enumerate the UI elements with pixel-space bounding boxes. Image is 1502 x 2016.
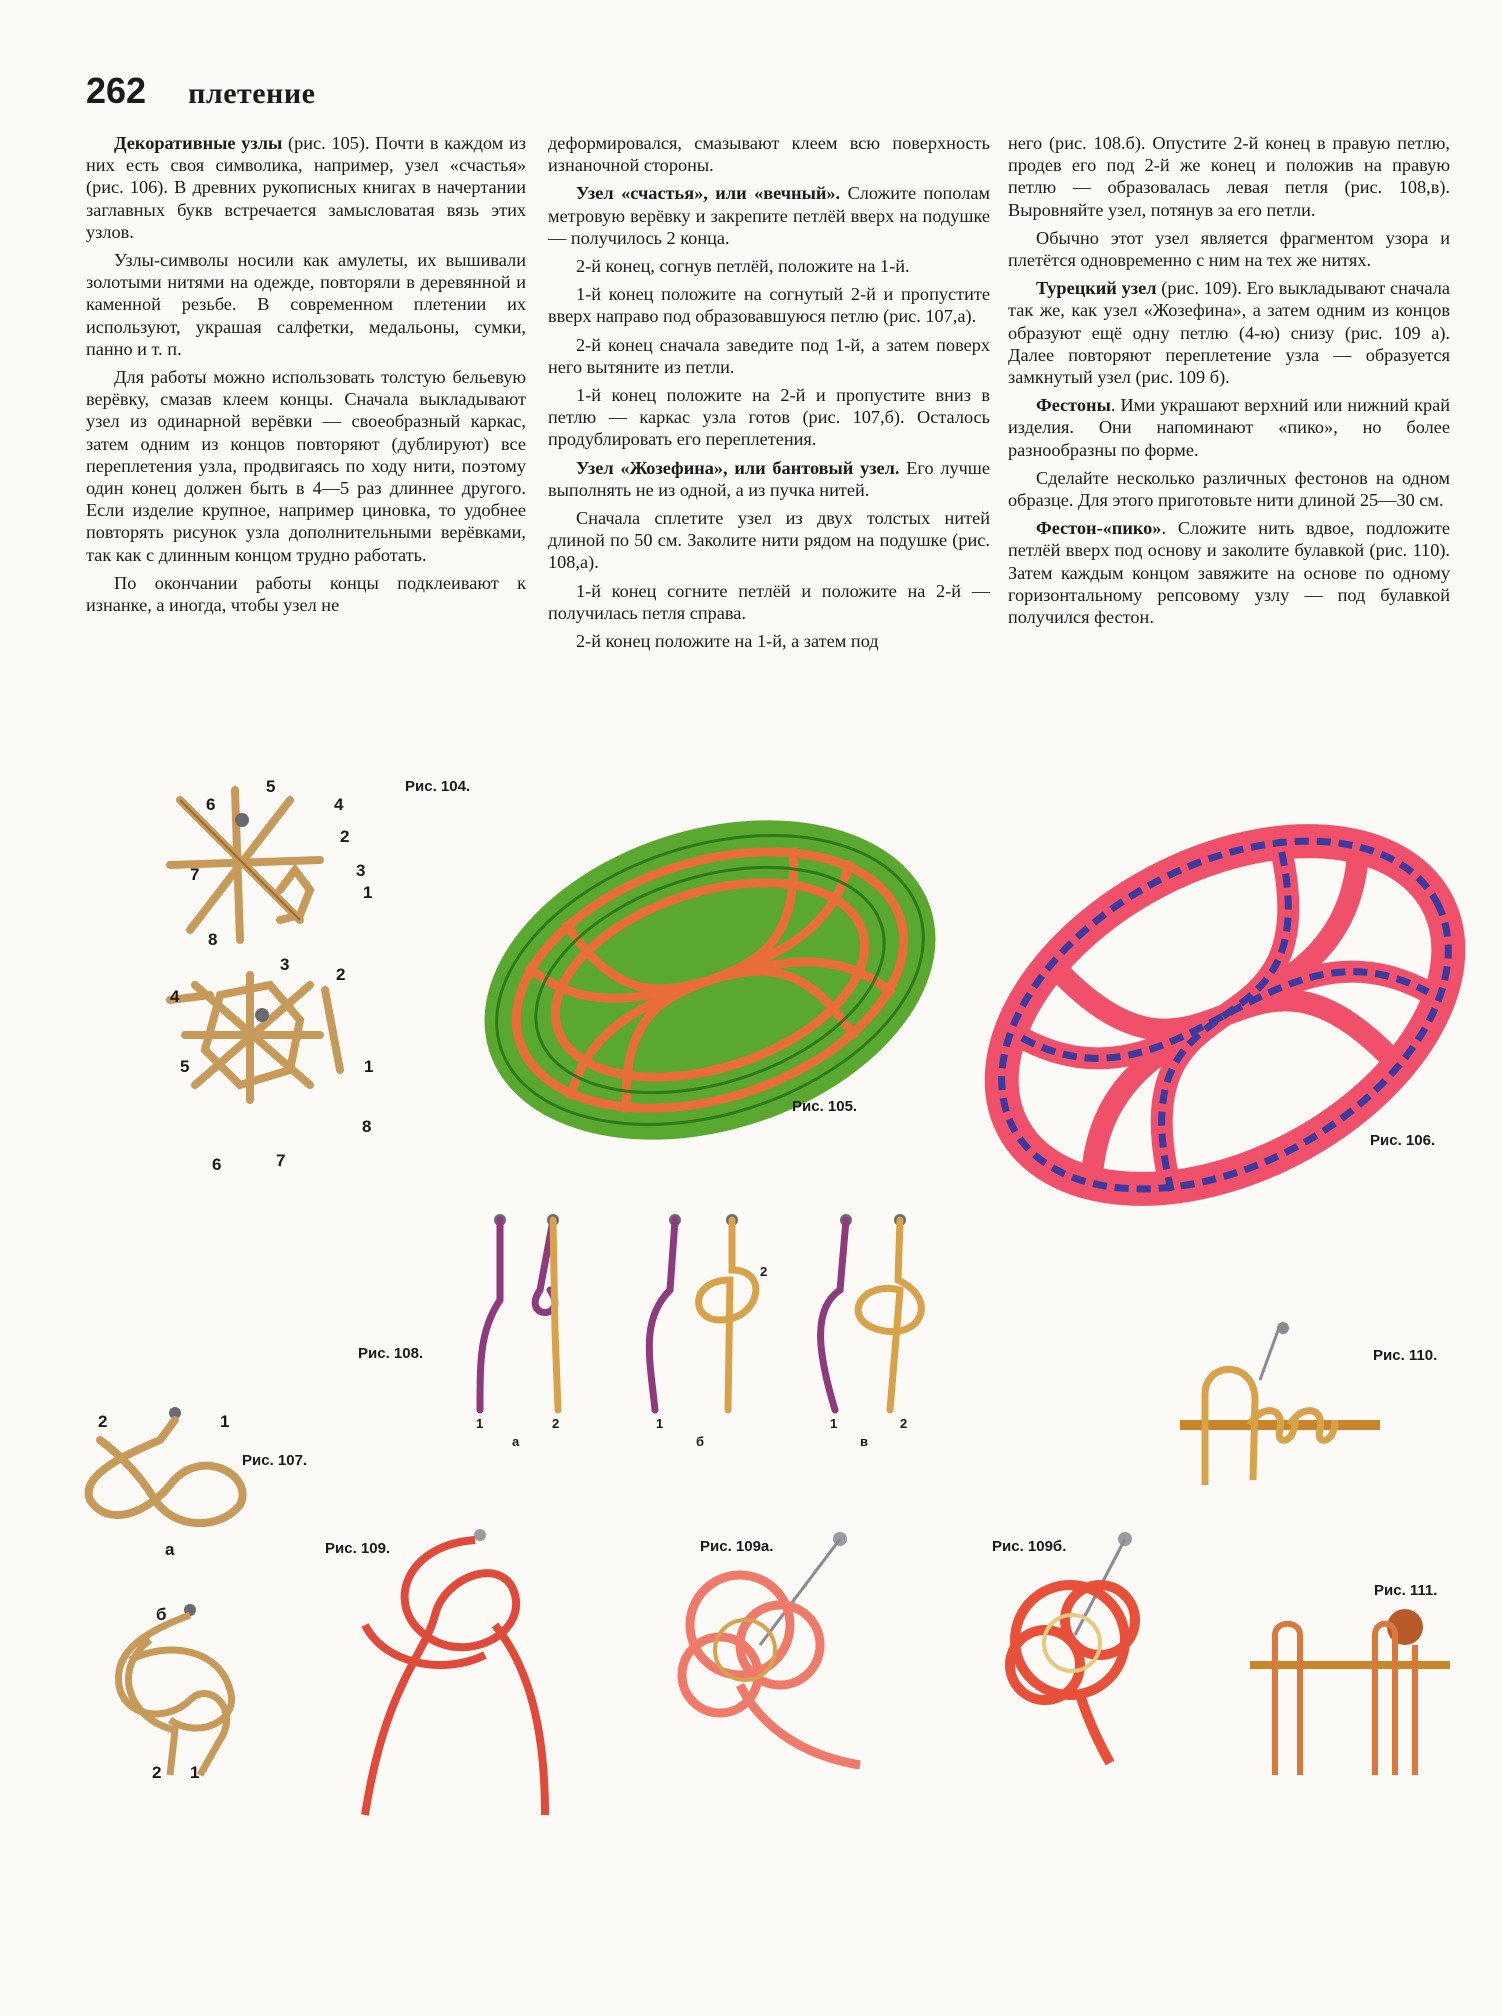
paragraph-text: деформировался, смазывают клеем всю поверхность изнаночной стороны.	[548, 133, 990, 176]
fig104-num: 3	[280, 955, 290, 974]
figure-105	[470, 790, 950, 1170]
paragraph	[548, 334, 990, 378]
paragraph-text: него (рис. 108.б). Опустите 2-й конец в правую петлю, продев его под 2-й же конец и положив на правую петлю — образовалась левая петля (рис. 108,в). Выровняйте узел, потянув за его петли.	[1008, 133, 1450, 220]
paragraph	[1008, 467, 1450, 511]
paragraph	[548, 507, 990, 574]
fig104-num: 5	[266, 780, 276, 796]
fig104-num: 1	[363, 883, 373, 902]
fig109a-caption: Рис. 109а.	[700, 1538, 774, 1555]
figure-106	[975, 790, 1475, 1240]
fig108-label: 1	[656, 1416, 664, 1431]
paragraph	[86, 132, 526, 243]
paragraph	[548, 580, 990, 624]
fig105-caption: Рис. 105.	[792, 1098, 858, 1115]
paragraph	[548, 457, 990, 501]
fig104-num: 6	[212, 1155, 222, 1174]
paragraph	[86, 249, 526, 360]
fig109-label: 1	[190, 1763, 200, 1780]
text-column-2	[548, 132, 990, 658]
fig104-num: 7	[276, 1151, 286, 1170]
paragraph-lead: Узел «Жозефина», или бантовый узел.	[576, 457, 900, 478]
paragraph-text: . Ими украшают верхний или нижний край изделия. Они напоминают «пико», но более разнообразны по форме.	[1008, 395, 1450, 460]
fig108-caption: Рис. 108.	[358, 1345, 424, 1362]
fig104-num: 3	[356, 861, 366, 880]
paragraph-text: Для работы можно использовать толстую бельевую верёвку, смазав клеем концы. Сначала выкладывают узел из одинарной верёвки — своеобразный каркас, затем одним из концов повторяют (дублируют) все переплетения узла, продвигаясь по ходу нити, поэтому один конец должен быть в 4—5 раз длиннее другого. Если изделие крупное, например циновка, то удобнее повторять рисунок узла дополнительными верёвками, так как с длинным концом трудно работать.	[86, 367, 526, 565]
paragraph	[1008, 517, 1450, 628]
fig107-caption: Рис. 107.	[242, 1452, 308, 1469]
fig108-label: 2	[760, 1264, 768, 1279]
paragraph	[86, 572, 526, 616]
fig104-num: 1	[364, 1057, 374, 1076]
fig108-label: 1	[476, 1416, 484, 1431]
paragraph-lead: Декоративные узлы	[114, 133, 283, 153]
paragraph-lead: Фестоны	[1036, 395, 1111, 416]
paragraph	[548, 283, 990, 327]
fig109-label: 2	[152, 1763, 162, 1780]
paragraph-text: (рис. 109). Его выкладывают сначала так же, как узел «Жозефина», а затем одним из концов образуют ещё одну петлю (4-ю) снизу (рис. 109 а). Далее повторяют переплетение узла — образуется замкнутый узел (рис. 109 б).	[1008, 278, 1451, 388]
fig109-caption: Рис. 109.	[325, 1540, 391, 1557]
paragraph-lead: Фестон-«пико»	[1036, 518, 1162, 539]
paragraph	[548, 630, 990, 652]
fig104-num: 8	[208, 930, 218, 949]
fig104-num: 7	[190, 865, 200, 884]
figure-109-small	[90, 1600, 260, 1780]
figure-109b	[980, 1525, 1180, 1765]
fig104-num: 2	[340, 827, 350, 846]
fig108-label: б	[696, 1434, 705, 1449]
fig104-num: 8	[362, 1117, 372, 1136]
paragraph-text: 2-й конец, согнув петлёй, положите на 1-й.	[576, 256, 910, 277]
paragraph-text: Сделайте несколько различных фестонов на одном образце. Для этого приготовьте нити длиной 25—30 см.	[1008, 467, 1450, 511]
paragraph	[548, 384, 990, 451]
fig106-caption: Рис. 106.	[1370, 1132, 1436, 1149]
fig107-label: 2	[98, 1412, 108, 1431]
fig108-label: 2	[900, 1416, 908, 1431]
paragraph-text: Обычно этот узел является фрагментом узора и плетётся одновременно с ним на тех же нитях.	[1008, 227, 1450, 271]
figure-107	[80, 1405, 260, 1565]
fig107-label: а	[165, 1540, 175, 1559]
paragraph	[86, 366, 526, 566]
fig104-caption: Рис. 104.	[405, 778, 471, 795]
page-number: 262	[86, 70, 147, 111]
fig104-num: 4	[334, 795, 344, 814]
paragraph	[1008, 394, 1450, 461]
fig108-label: 1	[830, 1416, 838, 1431]
paragraph-text: 1-й конец положите на 2-й и пропустите вниз в петлю — каркас узла готов (рис. 107,б). Осталось продублировать его переплетения.	[548, 385, 990, 450]
fig111-caption: Рис. 111.	[1374, 1582, 1438, 1599]
figure-108	[460, 1210, 930, 1470]
paragraph-text: (рис. 105). Почти в каждом из них есть своя символика, например, узел «счастья» (рис. 106). В древних рукописных книгах в начертании заглавных букв встречается замысловатая вязь этих узлов.	[86, 133, 527, 242]
figure-110	[1175, 1320, 1385, 1490]
paragraph-text: По окончании работы концы подклеивают к изнанке, а иногда, чтобы узел не	[86, 572, 526, 616]
paragraph-lead: Узел «счастья», или «вечный».	[576, 183, 841, 204]
paragraph-lead: Турецкий узел	[1036, 278, 1157, 299]
paragraph-text: Его лучше выполнять не из одной, а из пучка нитей.	[548, 457, 990, 500]
fig108-label: а	[512, 1434, 520, 1449]
paragraph-text: 2-й конец сначала заведите под 1-й, а затем поверх него вытяните из петли.	[548, 334, 990, 377]
text-column-1	[86, 132, 526, 622]
text-column-3	[1008, 132, 1450, 634]
figure-104	[150, 780, 410, 1180]
paragraph-text: Узлы-символы носили как амулеты, их вышивали золотыми нитями на одежде, повторяли в деревянной и каменной резьбе. В современном плетении их используют, украшая салфетки, медальоны, сумки, панно и т. п.	[86, 250, 526, 359]
paragraph-text: . Сложите нить вдвое, подложите петлёй вверх под основу и заколите булавкой (рис. 110). Затем каждым концом завяжите на основе по одному горизонтальному репсовому узлу — под булавкой получился фестон.	[1008, 518, 1450, 628]
fig104-num: 5	[180, 1057, 190, 1076]
paragraph-text: 1-й конец положите на согнутый 2-й и пропустите вверх направо под образовавшуюся петлю (рис. 107,а).	[548, 284, 990, 327]
paragraph	[548, 255, 990, 277]
paragraph	[1008, 277, 1450, 388]
paragraph-text: 1-й конец согните петлёй и положите на 2-й — получилась петля справа.	[548, 580, 990, 623]
fig104-num: 6	[206, 795, 216, 814]
fig109b-caption: Рис. 109б.	[992, 1538, 1067, 1555]
fig104-num: 2	[336, 965, 346, 984]
fig110-caption: Рис. 110.	[1373, 1347, 1438, 1364]
fig107-label: 1	[220, 1412, 230, 1431]
page-header	[86, 70, 315, 112]
fig104-num: 4	[170, 987, 180, 1006]
paragraph-text: Сложите пополам метровую верёвку и закрепите петлёй вверх на подушке — получилось 2 конца.	[548, 183, 991, 248]
paragraph	[1008, 132, 1450, 221]
fig109-label: б	[156, 1605, 167, 1624]
paragraph-text: 2-й конец положите на 1-й, а затем под	[576, 631, 879, 652]
paragraph	[548, 132, 990, 176]
figure-109-large	[345, 1525, 565, 1825]
figure-109a	[640, 1525, 880, 1775]
fig108-label: в	[860, 1434, 868, 1449]
fig108-label: 2	[552, 1416, 560, 1431]
paragraph-text: Сначала сплетите узел из двух толстых нитей длиной по 50 см. Заколите нити рядом на подушке (рис. 108,а).	[548, 508, 990, 573]
figure-111	[1245, 1605, 1455, 1785]
paragraph	[1008, 227, 1450, 271]
paragraph	[548, 182, 990, 249]
section-title: плетение	[188, 77, 316, 110]
